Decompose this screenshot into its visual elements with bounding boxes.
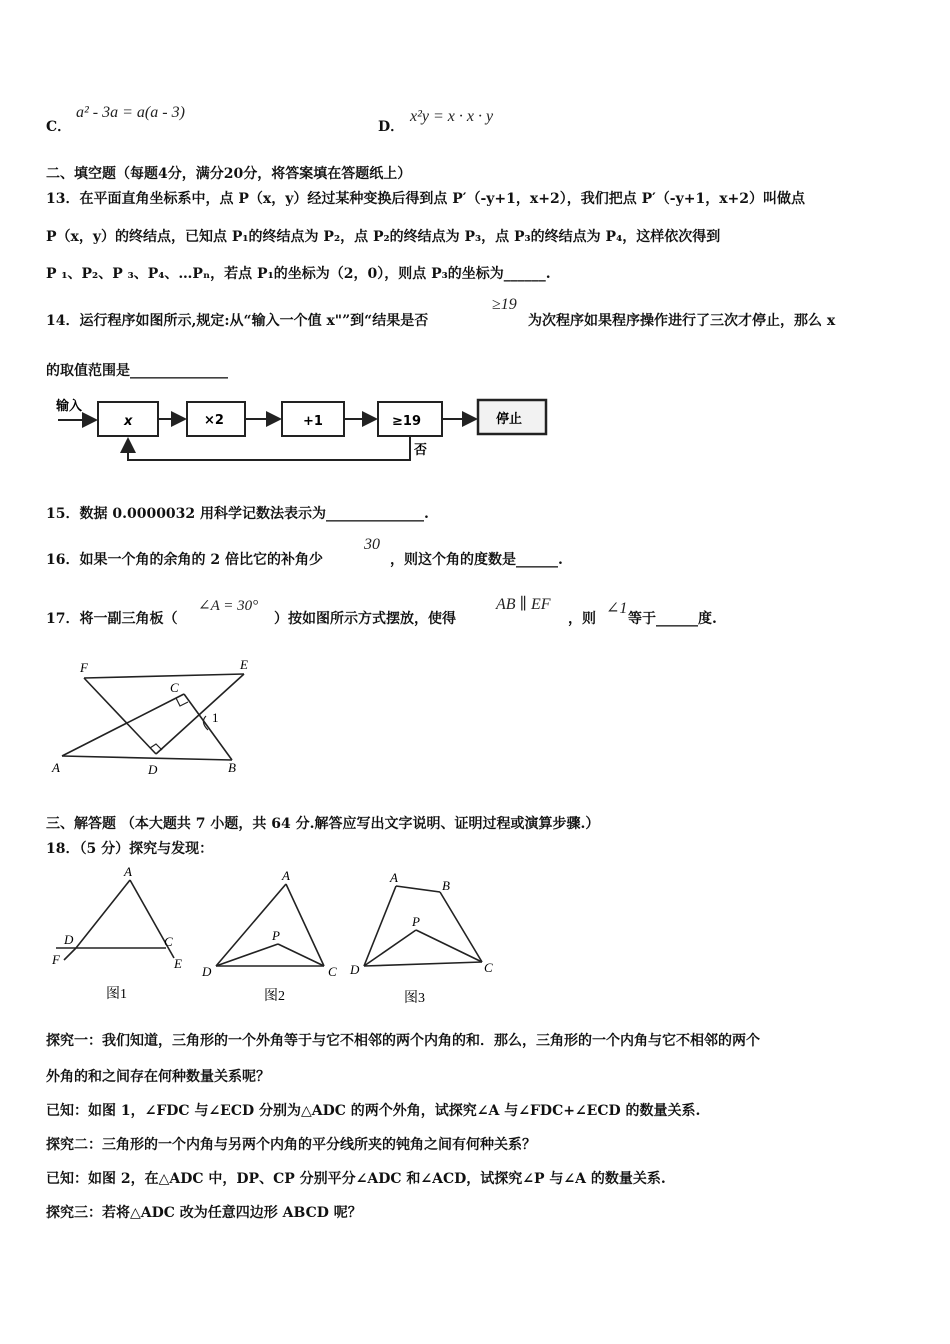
q18-known2: 已知：如图 2，在△ADC 中，DP、CP 分别平分∠ADC 和∠ACD，试探究∠P 与∠A 的数量关系. <box>46 1171 666 1187</box>
fig1-label-a: A <box>124 864 132 879</box>
fig2-label-d: D <box>202 964 212 979</box>
q13-line1: 13．在平面直角坐标系中，点 P（x，y）经过某种变换后得到点 P′（-y+1，x+2），我们把点 P′（-y+1，x+2）叫做点 <box>46 191 806 207</box>
section2-heading: 二、填空题（每题4分，满分20分，将答案填在答题纸上） <box>46 166 412 182</box>
q18-explore1-b: 外角的和之间存在何种数量关系呢？ <box>46 1069 270 1085</box>
fig1-label-e: E <box>174 956 182 971</box>
fig1-label-f: F <box>52 952 60 967</box>
fig2-label-c: C <box>328 964 337 979</box>
flow-no-label: 否 <box>414 443 428 458</box>
q17-label-c: C <box>170 680 179 695</box>
q18-explore3: 探究三：若将△ADC 改为任意四边形 ABCD 呢？ <box>46 1205 362 1221</box>
q17-label-b: B <box>228 760 236 775</box>
q18-figure2 <box>200 864 350 1009</box>
section3-heading: 三、解答题 （本大题共 7 小题，共 64 分.解答应写出文字说明、证明过程或演算步骤.） <box>46 816 600 832</box>
fig1-label-d: D <box>64 932 74 947</box>
q14-flowchart <box>44 390 564 470</box>
q18-figure1 <box>48 864 198 1009</box>
fig1-caption: 图1 <box>106 987 127 1002</box>
fig3-label-b: B <box>442 878 450 893</box>
fig2-label-a: A <box>282 868 290 883</box>
flow-box-plus1-label: +1 <box>303 414 323 429</box>
q13-line3: P ₁、P₂、P ₃、P₄、…Pₙ，若点 P₁的坐标为（2，0），则点 P₃的坐标为______. <box>46 266 551 282</box>
q17-label-1: 1 <box>212 710 219 725</box>
q14-text-a: 14．运行程序如图所示,规定:从“输入一个值 x"”到“结果是否 <box>46 313 429 329</box>
q13-line2: P（x，y）的终结点，已知点 P₁的终结点为 P₂，点 P₂的终结点为 P₃，点 P₃的终结点为 P₄，这样依次得到 <box>46 229 721 245</box>
q17-text-b: ）按如图所示方式摆放，使得 <box>274 611 456 627</box>
fig2-caption: 图2 <box>264 989 285 1004</box>
q17-text-d: 等于______度. <box>628 611 717 627</box>
q18-figure3 <box>346 864 506 1009</box>
flow-box-stop-label: 停止 <box>496 412 523 427</box>
q18-explore2: 探究二：三角形的一个内角与另两个内角的平分线所夹的钝角之间有何种关系？ <box>46 1137 536 1153</box>
fig2-label-p: P <box>272 928 280 943</box>
q17-angle1: ∠1 <box>606 600 628 617</box>
flow-input-label: 输入 <box>56 399 83 414</box>
q15-text: 15．数据 0.0000032 用科学记数法表示为______________. <box>46 506 429 522</box>
fig3-label-a: A <box>390 870 398 885</box>
q17-label-e: E <box>240 657 248 672</box>
q17-figure <box>48 656 268 778</box>
q17-parallel: AB ∥ EF <box>496 596 551 613</box>
fig1-label-c: C <box>164 934 173 949</box>
q17-label-d: D <box>148 762 158 777</box>
fig3-label-p: P <box>412 914 420 929</box>
q14-ge19: ≥19 <box>492 296 517 313</box>
q18-known1: 已知：如图 1，∠FDC 与∠ECD 分别为△ADC 的两个外角，试探究∠A 与∠FDC+∠ECD 的数量关系. <box>46 1103 701 1119</box>
fig3-label-d: D <box>350 962 360 977</box>
option-c-formula: a² - 3a = a(a - 3) <box>76 104 185 121</box>
q16-text-b: ，则这个角的度数是______. <box>390 552 563 568</box>
q17-angle-a: ∠A = 30° <box>198 598 259 614</box>
q17-label-f: F <box>80 660 88 675</box>
option-c-label: C． <box>46 119 72 135</box>
option-d-label: D． <box>378 119 405 135</box>
q14-text-b: 为次程序如果程序操作进行了三次才停止，那么 x <box>528 313 836 329</box>
q18-explore1-a: 探究一：我们知道，三角形的一个外角等于与它不相邻的两个内角的和．那么，三角形的一个内角与它不相邻的两个 <box>46 1033 760 1049</box>
q16-num: 30 <box>364 536 380 553</box>
q16-text-a: 16．如果一个角的余角的 2 倍比它的补角少 <box>46 552 323 568</box>
option-d-formula: x²y = x · x · y <box>410 108 494 125</box>
q17-text-c: ，则 <box>568 611 596 627</box>
q17-text-a: 17．将一副三角板（ <box>46 611 178 627</box>
flow-box-ge19-label: ≥19 <box>392 414 421 429</box>
fig3-caption: 图3 <box>404 991 425 1006</box>
fig3-label-c: C <box>484 960 493 975</box>
q14-line2: 的取值范围是______________ <box>46 363 228 379</box>
q18-title: 18．（5 分）探究与发现： <box>46 841 214 857</box>
flow-box-times2-label: ×2 <box>204 413 224 428</box>
flow-box-x-label: x <box>124 414 133 429</box>
q17-label-a: A <box>52 760 60 775</box>
